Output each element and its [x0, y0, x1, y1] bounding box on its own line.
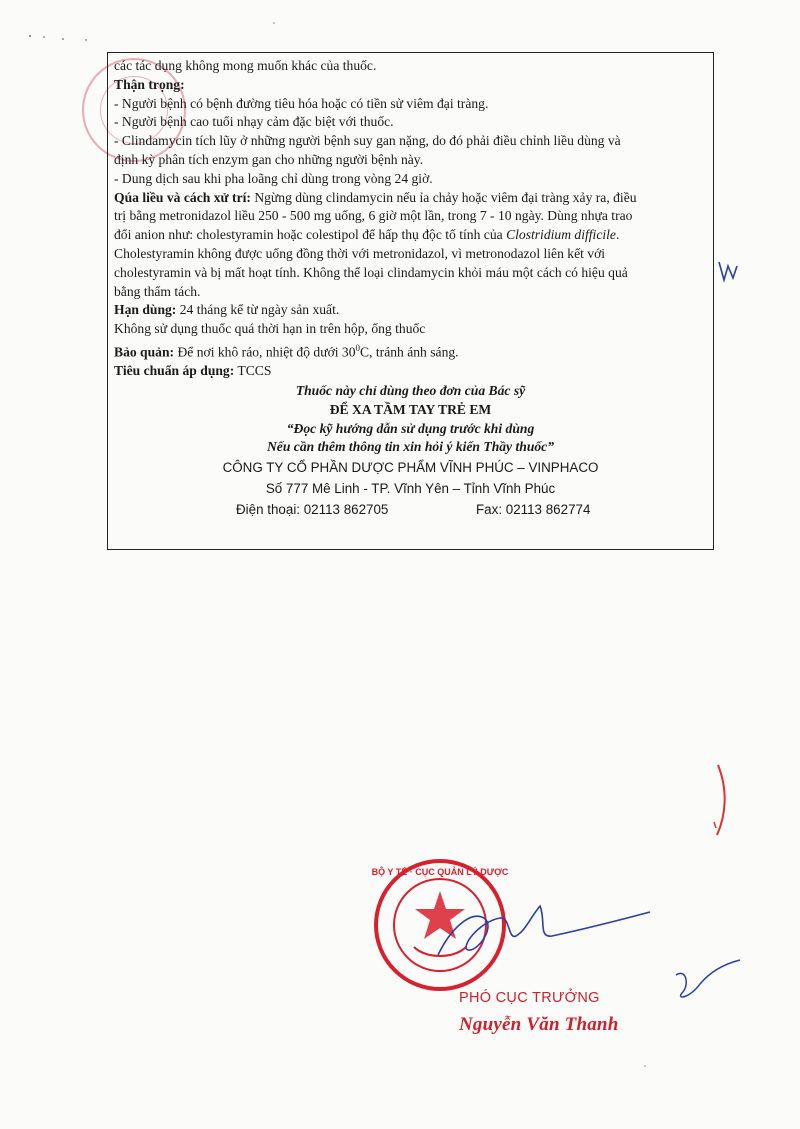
caution-item: - Người bệnh có bệnh đường tiêu hóa hoặc có tiền sử viêm đại tràng.	[114, 95, 489, 111]
approver-title: PHÓ CỤC TRƯỞNG	[459, 990, 600, 1006]
caution-item: - Người bệnh cao tuổi nhạy cảm đặc biệt với thuốc.	[114, 114, 394, 130]
company-address: Số 777 Mê Linh - TP. Vĩnh Yên – Tỉnh Vĩnh Phúc	[265, 481, 556, 497]
caution-item: định kỳ phân tích enzym gan cho những người bệnh này.	[114, 151, 424, 167]
overdose-text: Ngừng dùng clindamycin nếu ỉa chảy hoặc viêm đại tràng xảy ra, điều	[250, 189, 637, 205]
storage-text: Để nơi khô ráo, nhiệt độ dưới 30	[174, 344, 356, 360]
overdose-line-4: Cholestyramin không được uống đồng thời với metronidazol, vì metronodazol liên kết với	[114, 245, 606, 261]
overdose-text: đổi anion như: cholestyramin hoặc colestipol để hấp thụ độc tố tính của	[114, 227, 507, 243]
standard-text: TCCS	[234, 363, 272, 379]
phone-number: Điện thoại: 02113 862705	[236, 502, 389, 518]
keep-away-warning: ĐỂ XA TẦM TAY TRẺ EM	[329, 401, 492, 417]
approver-name: Nguyễn Văn Thanh	[459, 1014, 619, 1035]
seal-text: BỘ Y TẾ · CỤC QUẢN LÝ DƯỢC	[371, 867, 509, 877]
overdose-heading: Qúa liều và cách xử trí:	[114, 189, 251, 205]
caution-heading: Thận trọng:	[114, 76, 185, 92]
read-note-line-2: Nếu cần thêm thông tin xin hỏi ý kiến Thầy thuốc”	[266, 439, 555, 455]
overdose-line-2: trị bằng metronidazol liều 250 - 500 mg uống, 6 giờ một lần, trong 7 - 10 ngày. Dùng nhựa trao	[114, 208, 633, 224]
rx-note: Thuốc này chỉ dùng theo đơn của Bác sỹ	[295, 383, 526, 399]
caution-item: - Clindamycin tích lũy ở những người bệnh suy gan nặng, do đó phải điều chỉnh liều dùng và	[114, 133, 621, 149]
storage-text: C, tránh ánh sáng.	[360, 344, 459, 360]
expiry-note: Không sử dụng thuốc quá thời hạn in trên hộp, ống thuốc	[114, 321, 426, 337]
approver-block	[459, 990, 659, 1036]
overdose-text: .	[615, 227, 620, 243]
text-line: các tác dụng không mong muốn khác của thuốc.	[114, 58, 377, 73]
read-note-line-1: “Đọc kỹ hướng dẫn sử dụng trước khi dùng	[286, 420, 535, 436]
overdose-line-6: bằng thẩm tách.	[114, 283, 201, 299]
organism-name: Clostridium difficile	[506, 227, 616, 243]
fax-number: Fax: 02113 862774	[476, 502, 591, 518]
expiry-text: 24 tháng kể từ ngày sản xuất.	[176, 302, 340, 318]
caution-item: - Dung dịch sau khi pha loãng chỉ dùng trong vòng 24 giờ.	[114, 170, 433, 186]
standard-heading: Tiêu chuẩn áp dụng:	[114, 363, 235, 379]
degree-superscript: 0	[355, 342, 361, 353]
company-name: CÔNG TY CỔ PHẦN DƯỢC PHẨM VĨNH PHÚC – VINPHACO	[222, 460, 599, 476]
storage-heading: Bảo quản:	[114, 344, 175, 360]
expiry-heading: Hạn dùng:	[114, 302, 177, 318]
overdose-line-5: cholestyramin và bị mất hoạt tính. Không thể loại clindamycin khỏi máu một cách có hiệu quả	[114, 264, 628, 280]
